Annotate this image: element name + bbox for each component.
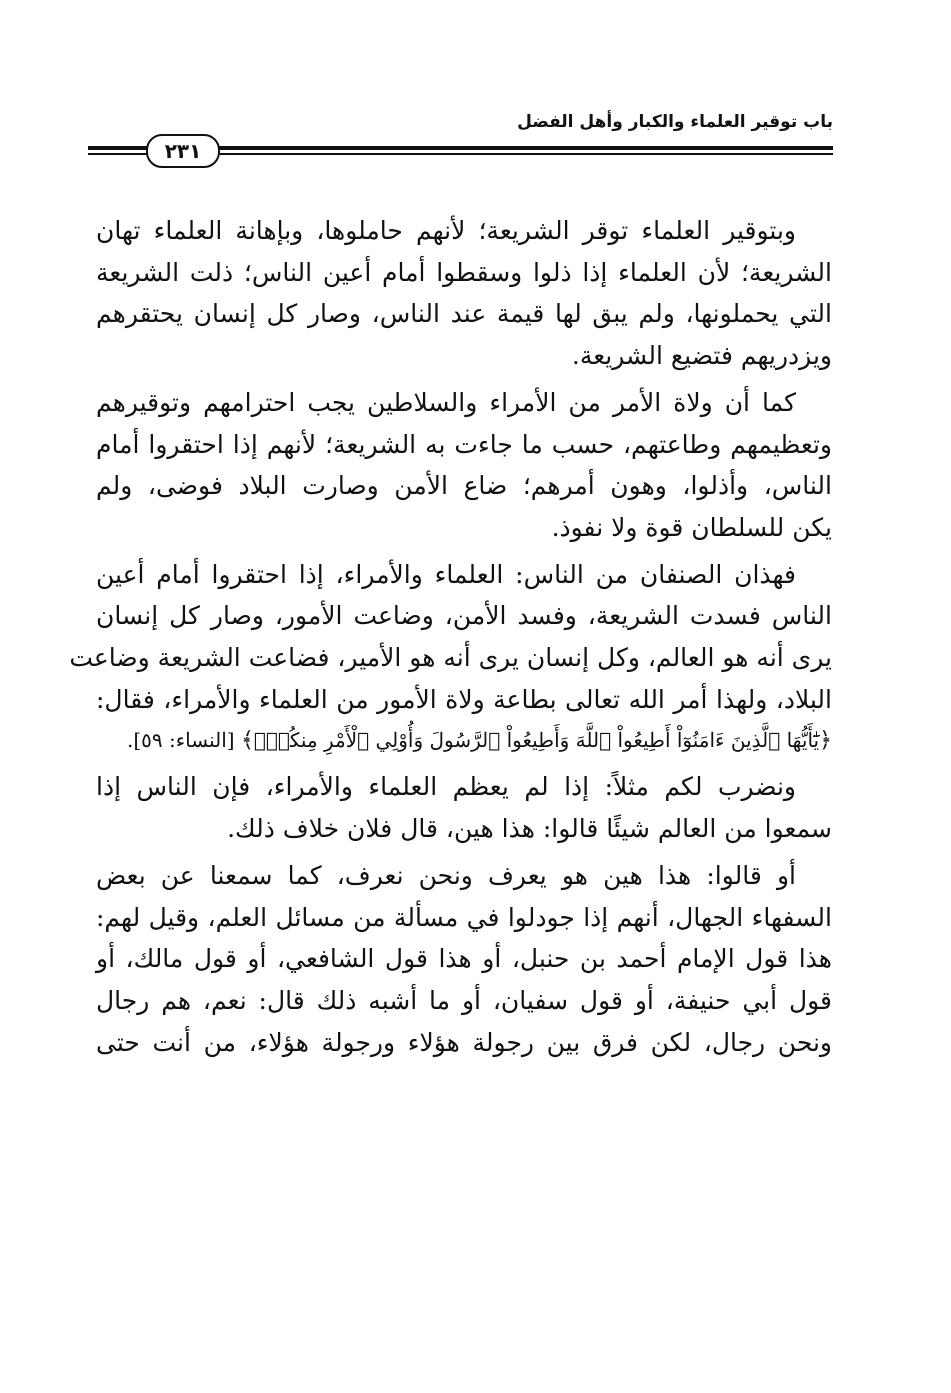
text-line: سمعوا من العالم شيئًا قالوا: هذا هين، قال فلان خلاف ذلك.	[227, 814, 832, 844]
text-line: الناس فسدت الشريعة، وفسد الأمن، وضاعت الأمور، وصار كل إنسان	[96, 601, 832, 631]
text-line: أو قالوا: هذا هين هو يعرف ونحن نعرف، كما سمعنا عن بعض	[96, 860, 796, 890]
text-line: الشريعة؛ لأن العلماء إذا ذلوا وسقطوا أمام أعين الناس؛ ذلت الشريعة	[96, 257, 832, 287]
page-number: ٢٣١	[146, 134, 220, 168]
text-line: السفهاء الجهال، أنهم إذا جودلوا في مسألة من مسائل العلم، وقيل لهم:	[96, 902, 832, 932]
verse-reference: [النساء: ٥٩].	[126, 728, 235, 753]
text-line: كما أن ولاة الأمر من الأمراء والسلاطين يجب احترامهم وتوقيرهم	[96, 387, 796, 417]
verse-open-bracket: ﴿	[819, 728, 832, 754]
text-line: يرى أنه هو العالم، وكل إنسان يرى أنه هو الأمير، فضاعت الشريعة وضاعت	[69, 643, 832, 673]
text-line: وبتوقير العلماء توقر الشريعة؛ لأنهم حاملوها، وبإهانة العلماء تهان	[96, 216, 796, 245]
paragraph	[69, 554, 832, 762]
text-line: البلاد، ولهذا أمر الله تعالى بطاعة ولاة الأمور من العلماء والأمراء، فقال:	[96, 684, 832, 714]
quran-verse	[96, 720, 832, 761]
text-line: وتعظيمهم وطاعتهم، حسب ما جاءت به الشريعة؛ لأنهم إذا احتقروا أمام	[96, 429, 832, 459]
verse-close-bracket: ﴾	[240, 728, 254, 754]
page-body	[69, 210, 832, 1068]
paragraph	[96, 210, 832, 377]
text-line: قول أبي حنيفة، أو قول سفيان، أو ما أشبه ذلك قال: نعم، هم رجال	[96, 985, 832, 1015]
text-line: هذا قول الإمام أحمد بن حنبل، أو هذا قول الشافعي، أو قول مالك، أو	[96, 944, 832, 974]
text-line: الناس، وأذلوا، وهون أمرهم؛ ضاع الأمن وصارت البلاد فوضى، ولم	[96, 471, 832, 501]
text-line: التي يحملونها، ولم يبق لها قيمة عند الناس، وصار كل إنسان يحتقرهم	[96, 299, 832, 329]
verse-text: يَٰٓأَيُّهَا ٱلَّذِينَ ءَامَنُوٓاْ أَطِيعُواْ ٱللَّهَ وَأَطِيعُواْ ٱلرَّسُولَ وَأُوْلِي ٱلْأَمْرِ مِنكُمْۖ	[253, 728, 820, 753]
paragraph	[96, 855, 832, 1064]
paragraph	[96, 766, 832, 849]
page-header	[88, 112, 833, 162]
paragraph	[96, 382, 832, 549]
chapter-title: باب توقير العلماء والكبار وأهل الفضل	[517, 112, 833, 132]
text-line: فهذان الصنفان من الناس: العلماء والأمراء، إذا احتقروا أمام أعين	[96, 559, 796, 589]
text-line: ويزدريهم فتضيع الشريعة.	[571, 341, 832, 371]
text-line: يكن للسلطان قوة ولا نفوذ.	[551, 512, 832, 542]
text-line: ونحن رجال، لكن فرق بين رجولة هؤلاء ورجولة هؤلاء، من أنت حتى	[96, 1027, 832, 1057]
text-line: ونضرب لكم مثلاً: إذا لم يعظم العلماء والأمراء، فإن الناس إذا	[96, 772, 796, 802]
